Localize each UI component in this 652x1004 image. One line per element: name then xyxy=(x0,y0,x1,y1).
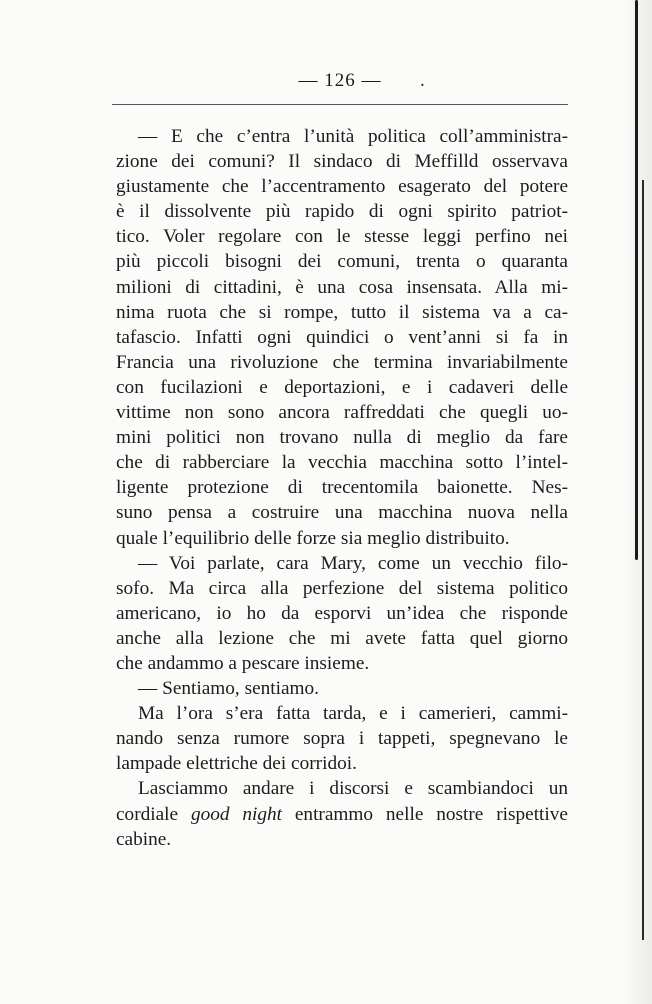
text-line: con fucilazioni e deportazioni, e i cadaveri delle xyxy=(116,376,568,398)
header-rule xyxy=(112,104,568,105)
italic-phrase: good night xyxy=(190,803,283,825)
binding-edge-lower xyxy=(642,180,644,940)
text-line: cabine. xyxy=(116,828,172,850)
text-line: mini politici non trovano nulla di meglio da fare xyxy=(116,427,568,449)
text-line: anche alla lezione che mi avete fatta quel giorno xyxy=(116,627,568,649)
text-line: vittime non sono ancora raffreddati che quegli uo- xyxy=(116,402,568,424)
text-line: che andammo a pescare insieme. xyxy=(116,652,370,674)
text-line: — Voi parlate, cara Mary, come un vecchio filo- xyxy=(138,552,568,574)
page-number xyxy=(112,70,568,92)
text-line xyxy=(116,802,568,827)
text-line: lampade elettriche dei corridoi. xyxy=(116,753,357,775)
page-header xyxy=(112,60,568,90)
text-line: tico. Voler regolare con le stesse leggi perfino nei xyxy=(116,226,568,248)
text-line: tafascio. Infatti ogni quindici o vent’anni si fa in xyxy=(116,326,568,348)
text-line: Lasciammo andare i discorsi e scambiandoci un xyxy=(138,778,568,800)
text-line: Ma l’ora s’era fatta tarda, e i camerieri, cammi- xyxy=(138,703,568,725)
body-text xyxy=(116,124,568,852)
text-line: suno pensa a costruire una macchina nuova nella xyxy=(116,502,568,524)
text-line: nando senza rumore sopra i tappeti, spegnevano le xyxy=(116,728,568,750)
text-line: che di rabberciare la vecchia macchina sotto l’intel- xyxy=(116,452,568,474)
text-line: ligente protezione di trecentomila baionette. Nes- xyxy=(116,477,568,499)
stray-mark: . xyxy=(420,70,426,91)
page-number-text: — 126 — xyxy=(298,70,382,91)
text-segment: cordiale xyxy=(116,803,191,825)
text-line: — Sentiamo, sentiamo. xyxy=(138,678,320,700)
text-line: Francia una rivoluzione che termina invariabilmente xyxy=(116,351,568,373)
text-line: quale l’equilibrio delle forze sia meglio distribuito. xyxy=(116,527,510,549)
text-line: nima ruota che si rompe, tutto il sistema va a ca- xyxy=(116,301,568,323)
text-line: — E che c’entra l’unità politica coll’amministra- xyxy=(138,126,568,147)
text-line: sofo. Ma circa alla perfezione del sistema politico xyxy=(116,577,568,599)
text-line: è il dissolvente più rapido di ogni spirito patriot- xyxy=(116,201,568,223)
text-line: milioni di cittadini, è una cosa insensata. Alla mi- xyxy=(116,276,568,298)
text-segment: entrammo nelle nostre rispettive xyxy=(282,803,568,825)
text-line: giustamente che l’accentramento esagerato del potere xyxy=(116,176,568,198)
binding-edge xyxy=(635,0,638,560)
text-line: americano, io ho da esporvi un’idea che risponde xyxy=(116,602,568,624)
text-line: zione dei comuni? Il sindaco di Meffilld osservava xyxy=(116,151,568,173)
text-line: più piccoli bisogni dei comuni, trenta o quaranta xyxy=(116,251,568,273)
